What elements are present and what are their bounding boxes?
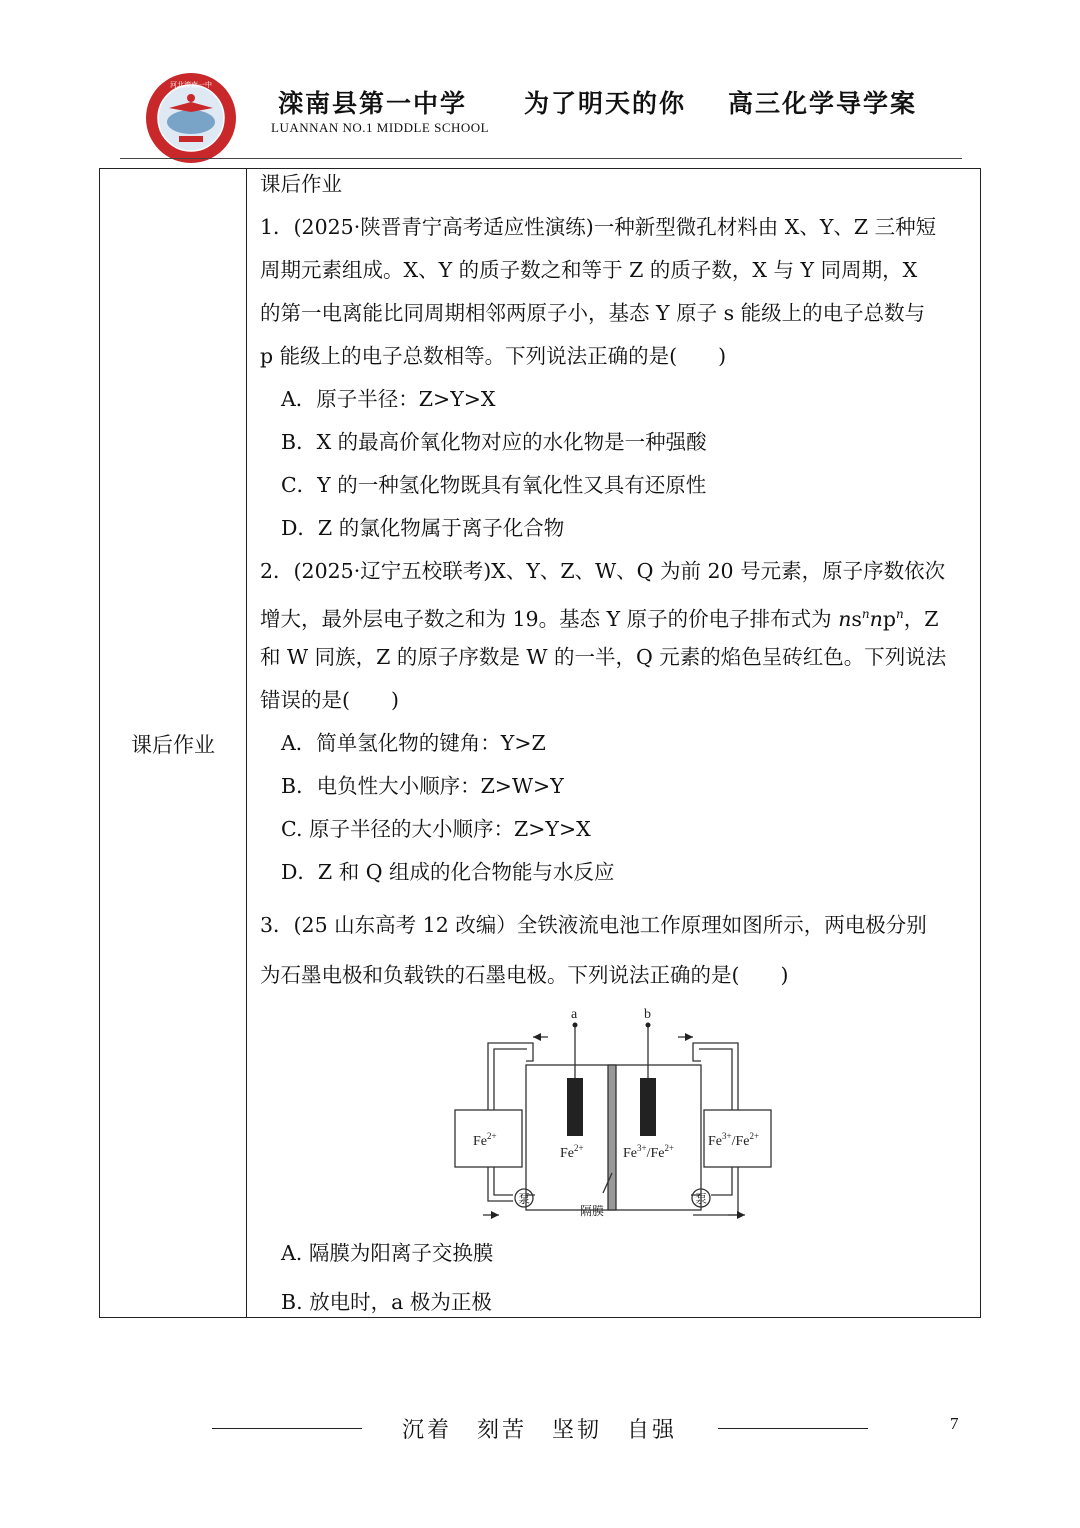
q3-option-b: B. 放电时，a 极为正极 — [281, 1290, 492, 1314]
label-b: b — [644, 1007, 651, 1022]
q1-line-1: 1．(2025·陕晋青宁高考适应性演练)一种新型微孔材料由 X、Y、Z 三种短 — [260, 215, 937, 239]
left-tank-label: $Fe^{2+}$ — [473, 1131, 497, 1149]
q2-line-1: 2．(2025·辽宁五校联考)X、Y、Z、W、Q 为前 20 号元素，原子序数依次 — [260, 559, 946, 583]
right-pump-label: 泵 — [695, 1192, 708, 1206]
q3-line-2: 为石墨电极和负载铁的石墨电极。下列说法正确的是( ) — [260, 963, 789, 987]
electrode-b — [640, 1078, 656, 1136]
school-name-en: LUANNAN NO.1 MIDDLE SCHOOL — [271, 120, 490, 135]
q2-option-b: B．电负性大小顺序：Z>W>Y — [281, 774, 564, 798]
q2-option-d: D．Z 和 Q 组成的化合物能与水反应 — [281, 860, 615, 884]
left-pump-label: 泵 — [518, 1192, 531, 1206]
membrane — [608, 1065, 616, 1210]
q2-line-4: 错误的是( ) — [260, 688, 399, 712]
q1-line-2: 周期元素组成。X、Y 的质子数之和等于 Z 的质子数，X 与 Y 同周期，X — [260, 258, 918, 282]
footer-motto: 沉着 刻苦 坚韧 自强 — [402, 1418, 678, 1443]
left-cell-label: $Fe^{2+}$ — [560, 1143, 584, 1161]
q1-option-b: B．X 的最高价氧化物对应的水化物是一种强酸 — [281, 430, 707, 454]
flow-battery-diagram — [453, 1003, 773, 1223]
electrode-a — [567, 1078, 583, 1136]
q1-line-4: p 能级上的电子总数相等。下列说法正确的是( ) — [260, 344, 727, 368]
page-number: 7 — [950, 1414, 959, 1433]
q2-option-a: A．简单氢化物的键角：Y>Z — [281, 731, 546, 755]
course-title: 高三化学导学案 — [728, 89, 918, 118]
q3-option-a: A. 隔膜为阳离子交换膜 — [281, 1241, 494, 1265]
q2-line-2: 增大，最外层电子数之和为 19。基态 Y 原子的价电子排布式为 $ns^nnp^n$，Z — [260, 606, 939, 631]
footer-line-right — [718, 1428, 868, 1429]
school-logo — [145, 72, 237, 164]
q2-line-3: 和 W 同族，Z 的原子序数是 W 的一半，Q 元素的焰色呈砖红色。下列说法 — [260, 645, 947, 669]
header-divider — [120, 158, 962, 159]
school-name: 滦南县第一中学 — [278, 89, 468, 118]
svg-text:河北滦南一中: 河北滦南一中 — [170, 81, 212, 89]
right-tank-label: $Fe^{3+}/Fe^{2+}$ — [708, 1131, 760, 1149]
column-divider — [246, 169, 247, 1317]
membrane-label: 隔膜 — [580, 1204, 605, 1218]
q1-option-d: D．Z 的氯化物属于离子化合物 — [281, 516, 565, 540]
right-cell-label: $Fe^{3+}/Fe^{2+}$ — [623, 1143, 675, 1161]
footer-line-left — [212, 1428, 362, 1429]
q1-option-c: C．Y 的一种氢化物既具有氧化性又具有还原性 — [281, 473, 707, 497]
section-title: 课后作业 — [260, 172, 342, 196]
q3-line-1: 3．(25 山东高考 12 改编）全铁液流电池工作原理如图所示，两电极分别 — [260, 913, 927, 937]
label-a: a — [571, 1007, 578, 1022]
row-label: 课后作业 — [131, 733, 215, 757]
motto: 为了明天的你 — [524, 89, 687, 118]
q1-option-a: A．原子半径：Z>Y>X — [281, 387, 496, 411]
q1-line-3: 的第一电离能比同周期相邻两原子小，基态 Y 原子 s 能级上的电子总数与 — [260, 301, 926, 325]
q2-option-c: C. 原子半径的大小顺序：Z>Y>X — [281, 817, 591, 841]
